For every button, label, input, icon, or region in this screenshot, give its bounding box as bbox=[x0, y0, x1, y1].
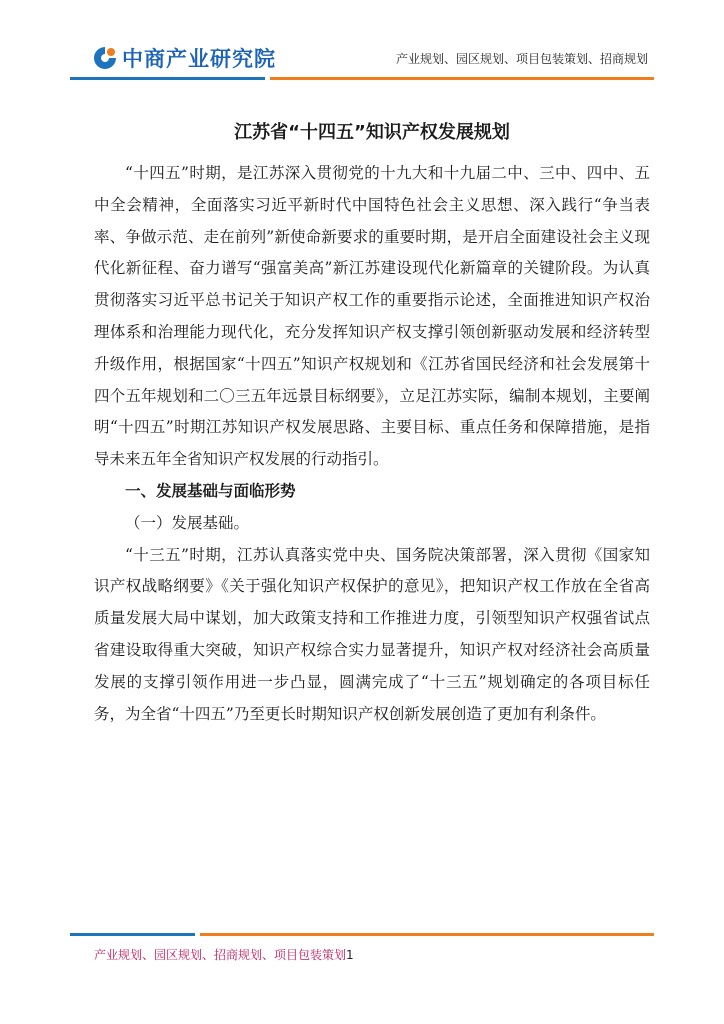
company-logo bbox=[92, 42, 276, 74]
header-tagline: 产业规划、园区规划、项目包装策划、招商规划 bbox=[395, 52, 648, 66]
subsection-heading: （一）发展基础。 bbox=[125, 513, 250, 532]
document-title: 江苏省“十四五”知识产权发展规划 bbox=[234, 122, 510, 143]
logo-mark-icon bbox=[92, 45, 118, 71]
header-rule-orange bbox=[270, 77, 654, 80]
footer-rule-blue bbox=[70, 933, 195, 936]
intro-paragraph: “十四五”时期，是江苏深入贯彻党的十九大和十九届二中、三中、四中、五中全会精神，全面落实习近平新时代中国特色社会主义思想、深入践行“争当表率、争做示范、走在前列”新使命新要求的重要时期，是开启全面建设社会主义现代化新征程、奋力谱写“强富美高”新江苏建设现代化新篇章的关键阶段。为认真贯彻落实习近平总书记关于知识产权工作的重要指示论述，全面推进知识产权治理体系和治理能力现代化，充分发挥知识产权支撑引领创新驱动发展和经济转型升级作用，根据国家“十四五”知识产权规划和《江苏省国民经济和社会发展第十四个五年规划和二〇三五年远景目标纲要》，立足江苏实际，编制本规划，主要阐明“十四五”时期江苏知识产权发展思路、主要目标、重点任务和保障措施，是指导未来五年全省知识产权发展的行动指引。 bbox=[94, 164, 650, 469]
body-paragraph: “十三五”时期，江苏认真落实党中央、国务院决策部署，深入贯彻《国家知识产权战略纲要》《关于强化知识产权保护的意见》，把知识产权工作放在全省高质量发展大局中谋划，加大政策支持和工作推进力度，引领型知识产权强省试点省建设取得重大突破，知识产权综合实力显著提升，知识产权对经济社会高质量发展的支撑引领作用进一步凸显，圆满完成了“十三五”规划确定的各项目标任务，为全省“十四五”乃至更长时期知识产权创新发展创造了更加有利条件。 bbox=[94, 545, 650, 723]
logo-text: 中商产业研究院 bbox=[122, 47, 276, 71]
footer-text: 产业规划、园区规划、招商规划、项目包装策划 bbox=[94, 948, 347, 962]
page-number: 1 bbox=[346, 948, 354, 962]
section-heading: 一、发展基础与面临形势 bbox=[125, 481, 296, 500]
document-body bbox=[94, 118, 650, 730]
header-rule-blue bbox=[70, 77, 265, 80]
page-footer bbox=[94, 946, 354, 963]
footer-rule-orange bbox=[200, 933, 654, 936]
